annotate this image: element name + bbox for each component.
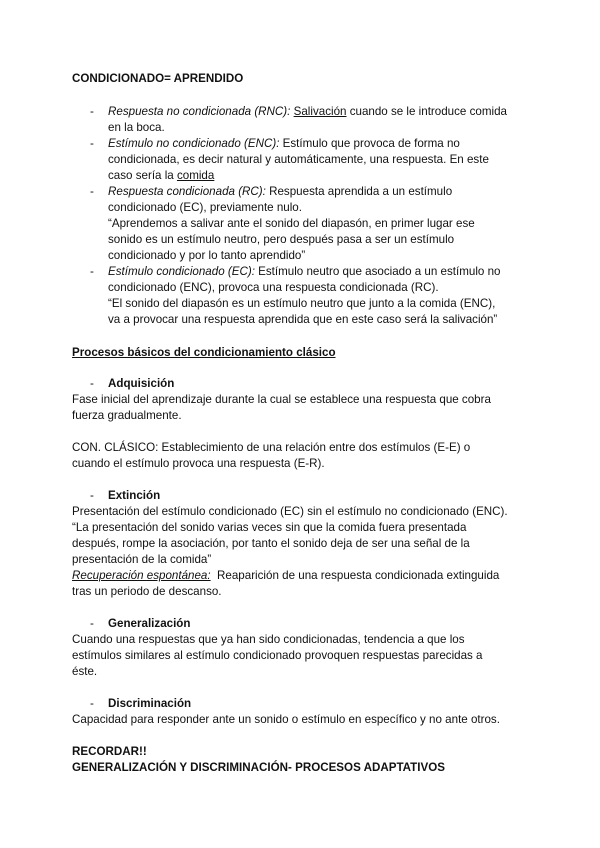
list-bullet: - [90, 105, 94, 118]
list-bullet: - [90, 697, 94, 710]
example-quote: “El sonido del diapasón es un estímulo neutro que junto a la comida (ENC), [108, 297, 496, 310]
paragraph-line: Recuperación espontánea: Reaparición de una respuesta condicionada extinguida [72, 569, 500, 582]
definition-term: Respuesta no condicionada (RNC): [108, 105, 291, 118]
list-item-continuation: condicionado (ENC), provoca una respuesta condicionada (RC). [108, 281, 439, 294]
definition-term: Estímulo no condicionado (ENC): [108, 137, 280, 150]
paragraph-line: Presentación del estímulo condicionado (EC) sin el estímulo no condicionado (ENC). [72, 505, 508, 518]
list-item: Estímulo condicionado (EC): Estímulo neutro que asociado a un estímulo no [108, 265, 501, 278]
subsection-heading: Extinción [108, 489, 161, 502]
paragraph-line: cuando el estímulo provoca una respuesta (E-R). [72, 457, 325, 470]
list-item: Respuesta no condicionada (RNC): Salivación cuando se le introduce comida [108, 105, 507, 118]
list-bullet: - [90, 137, 94, 150]
reminder-text: GENERALIZACIÓN Y DISCRIMINACIÓN- PROCESOS ADAPTATIVOS [72, 761, 445, 774]
definition-term: Estímulo condicionado (EC): [108, 265, 255, 278]
paragraph-line: éste. [72, 665, 98, 678]
definition-term: Respuesta condicionada (RC): [108, 185, 266, 198]
definition-example: Salivación [293, 105, 347, 118]
list-bullet: - [90, 617, 94, 630]
example-quote: condicionado y por lo tanto aprendido” [108, 249, 306, 262]
paragraph-line: fuerza gradualmente. [72, 409, 182, 422]
example-quote: después, rompe la asociación, por tanto el sonido deja de ser una señal de la [72, 537, 470, 550]
list-bullet: - [90, 377, 94, 390]
subsection-heading: Adquisición [108, 377, 175, 390]
subsection-heading: Discriminación [108, 697, 192, 710]
example-quote: sonido es un estímulo neutro, pero después pasa a ser un estímulo [108, 233, 455, 246]
example-quote: “Aprendemos a salivar ante el sonido del diapasón, en primer lugar ese [108, 217, 475, 230]
paragraph-line: tras un periodo de descanso. [72, 585, 222, 598]
section-title: Procesos básicos del condicionamiento clásico [72, 346, 336, 359]
example-quote: “La presentación del sonido varias veces sin que la comida fuera presentada [72, 521, 467, 534]
list-item-continuation: caso sería la comida [108, 169, 215, 182]
list-bullet: - [90, 265, 94, 278]
list-bullet: - [90, 489, 94, 502]
paragraph-line: estímulos similares al estímulo condicionado provoquen respuestas parecidas a [72, 649, 483, 662]
subsection-heading: Generalización [108, 617, 191, 630]
paragraph-line: CON. CLÁSICO: Establecimiento de una relación entre dos estímulos (E-E) o [72, 441, 471, 454]
paragraph-line: Cuando una respuestas que ya han sido condicionadas, tendencia a que los [72, 633, 465, 646]
page-title: CONDICIONADO= APRENDIDO [72, 72, 244, 85]
recovery-term: Recuperación espontánea: [72, 569, 211, 582]
list-item-continuation: condicionado (EC), previamente nulo. [108, 201, 302, 214]
paragraph-line: Capacidad para responder ante un sonido o estímulo en específico y no ante otros. [72, 713, 500, 726]
list-item-continuation: en la boca. [108, 121, 165, 134]
reminder-heading: RECORDAR!! [72, 745, 147, 758]
example-quote: presentación de la comida” [72, 553, 212, 566]
definition-example: comida [176, 169, 215, 182]
paragraph-line: Fase inicial del aprendizaje durante la cual se establece una respuesta que cobra [72, 393, 491, 406]
list-item: Respuesta condicionada (RC): Respuesta aprendida a un estímulo [108, 185, 453, 198]
list-bullet: - [90, 185, 94, 198]
list-item-continuation: condicionada, es decir natural y automáticamente, una respuesta. En este [108, 153, 489, 166]
example-quote: va a provocar una respuesta aprendida que en este caso será la salivación” [108, 313, 498, 326]
list-item: Estímulo no condicionado (ENC): Estímulo que provoca de forma no [108, 137, 460, 150]
